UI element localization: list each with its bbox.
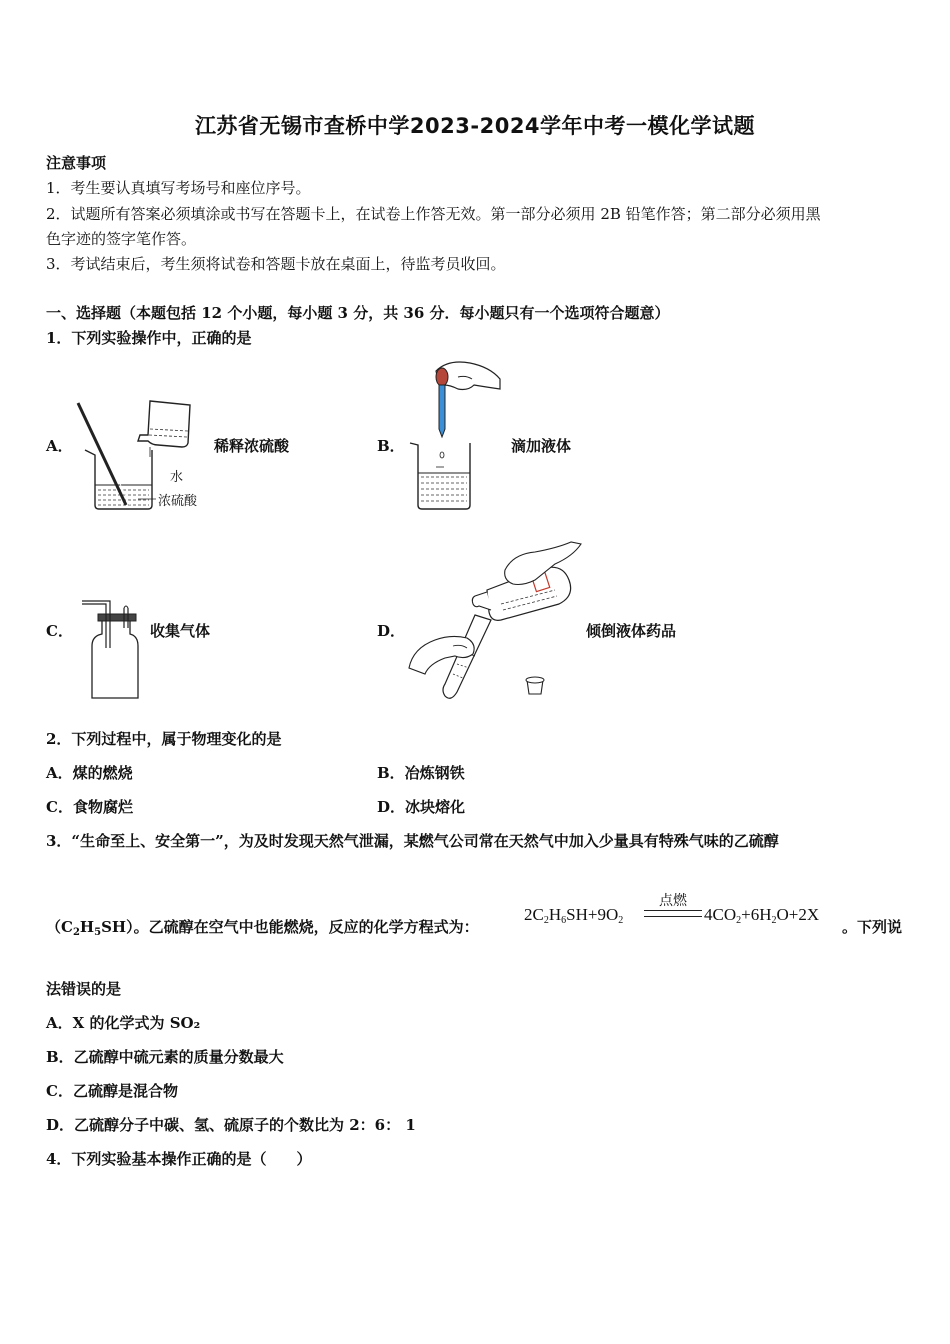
notice-heading: 注意事项 <box>46 154 107 172</box>
q2-option-d: D．冰块熔化 <box>377 798 466 816</box>
reaction-condition: 点燃 <box>659 893 687 909</box>
q3-formula-h: H <box>79 918 95 936</box>
q1-option-c-caption: 收集气体 <box>150 622 211 640</box>
q1-option-d-caption: 倾倒液体药品 <box>586 622 677 640</box>
q3-stem: 3．“生命至上、安全第一”，为及时发现天然气泄漏，某燃气公司常在天然气中加入少量具有特殊气味的乙硫醇 <box>46 832 779 850</box>
q1-option-c-letter: C． <box>46 622 73 640</box>
page-title: 江苏省无锡市查桥中学2023-2024学年中考一模化学试题 <box>194 114 756 138</box>
notice-item-3: 3．考试结束后，考生须将试卷和答题卡放在桌面上，待监考员收回。 <box>46 255 506 273</box>
q3-formula-rest: SH）。乙硫醇在空气中也能燃烧，反应的化学方程式为： <box>101 918 479 936</box>
q3-line3: 法错误的是 <box>46 980 122 998</box>
q2-option-a: A．煤的燃烧 <box>46 764 133 782</box>
q2-stem: 2．下列过程中，属于物理变化的是 <box>46 730 282 748</box>
q1-option-b-letter: B． <box>377 437 405 455</box>
notice-item-1: 1．考生要认真填写考场号和座位序号。 <box>46 179 311 197</box>
q2-option-b: B．冶炼钢铁 <box>377 764 465 782</box>
reaction-equation-left: $2C_2H_6SH+9O_2$ <box>524 905 624 926</box>
gas-bottle-figure <box>80 598 150 703</box>
q3-option-c: C．乙硫醇是混合物 <box>46 1082 178 1100</box>
reaction-equals-sign <box>644 910 702 917</box>
q3-line2 <box>46 916 479 938</box>
dilute-acid-figure <box>70 395 220 515</box>
q4-stem: 4．下列实验基本操作正确的是（ ） <box>46 1150 312 1168</box>
q1-option-a-caption: 稀释浓硫酸 <box>214 437 290 455</box>
q3-formula-sub-2: 2 <box>72 927 80 938</box>
notice-item-2-cont: 色字迹的签字笔作答。 <box>46 230 197 248</box>
q3-formula-sub-5: 5 <box>94 927 102 938</box>
q1-option-d-letter: D． <box>377 622 406 640</box>
pour-liquid-figure <box>405 540 585 705</box>
dropper-figure <box>400 355 505 515</box>
reaction-equation-right: $4CO_2+6H_2O+2X$ <box>704 905 820 926</box>
q3-formula-open: （C <box>46 918 73 936</box>
figure-label-water: 水 <box>170 470 184 485</box>
q1-option-b-caption: 滴加液体 <box>511 437 572 455</box>
notice-item-2: 2．试题所有答案必须填涂或书写在答题卡上，在试卷上作答无效。第一部分必须用 2B 铅笔作答；第二部分必须用黑 <box>46 205 821 223</box>
q3-option-d: D．乙硫醇分子中碳、氢、硫原子的个数比为 2：6： 1 <box>46 1116 416 1134</box>
section-heading: 一、选择题（本题包括 12 个小题，每小题 3 分，共 36 分．每小题只有一个选项符合题意） <box>46 304 670 322</box>
figure-label-acid: 浓硫酸 <box>158 494 198 509</box>
q3-option-a: A．X 的化学式为 SO₂ <box>46 1014 201 1032</box>
q2-option-c: C．食物腐烂 <box>46 798 133 816</box>
q1-option-a-letter: A． <box>46 437 73 455</box>
q3-line2-tail: 。下列说 <box>842 918 903 936</box>
q3-option-b: B．乙硫醇中硫元素的质量分数最大 <box>46 1048 284 1066</box>
q1-stem: 1．下列实验操作中，正确的是 <box>46 329 252 347</box>
